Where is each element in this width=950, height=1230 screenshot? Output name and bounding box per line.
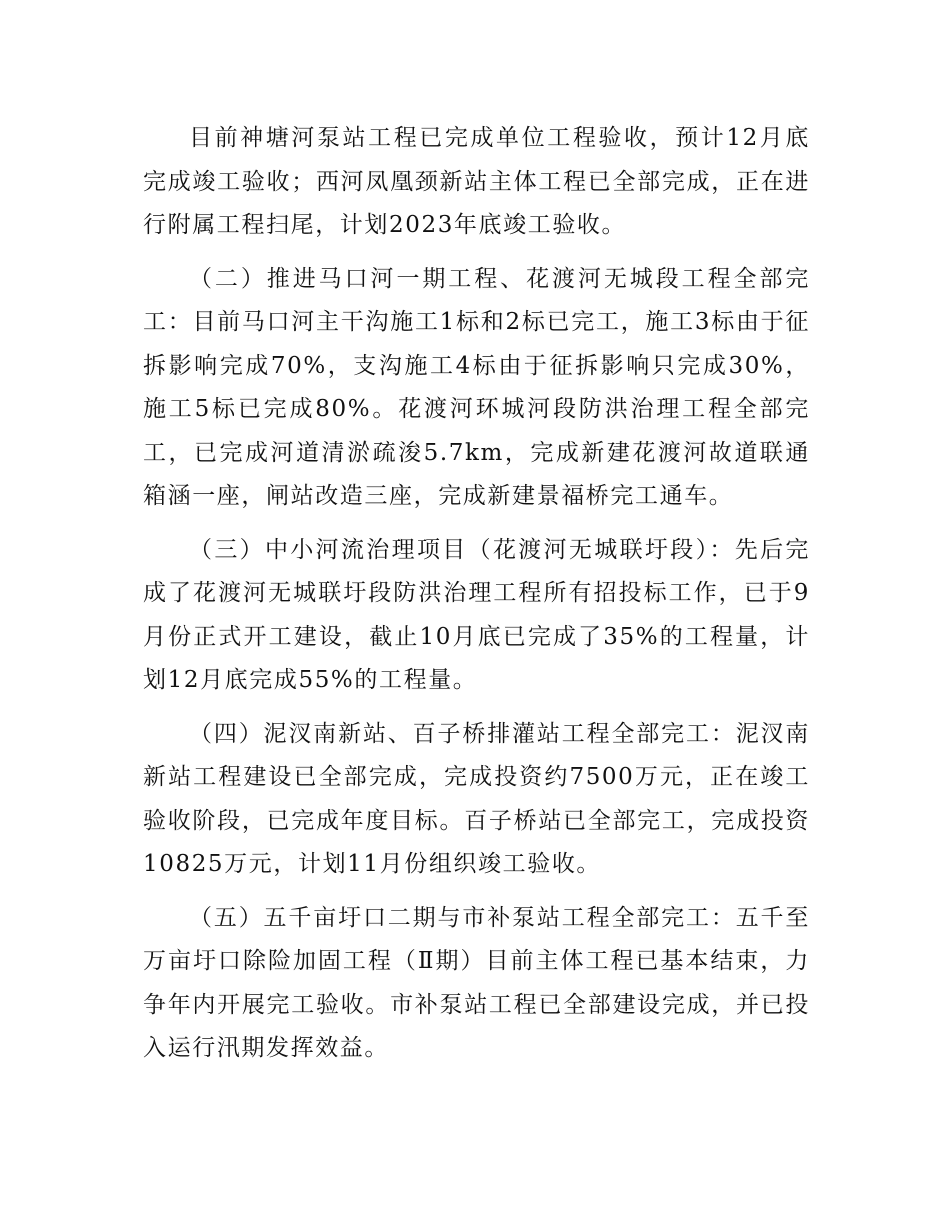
paragraph-section-3-small-rivers: （三）中小河流治理项目（花渡河无城联圩段）：先后完成了花渡河无城联圩段防洪治理工程所有招投标工作，已于9月份正式开工建设，截止10月底已完成了35%的工程量，计划12月底完成55%的工程量。 xyxy=(143,536,810,693)
document-body xyxy=(143,117,810,1081)
paragraph-section-4-nicha-baiziqiao: （四）泥汊南新站、百子桥排灌站工程全部完工：泥汊南新站工程建设已全部完成，完成投资约7500万元，正在竣工验收阶段，已完成年度目标。百子桥站已全部完工，完成投资10825万元，计划11月份组织竣工验收。 xyxy=(143,720,810,877)
paragraph-section-5-wuqianmu-shibu: （五）五千亩圩口二期与市补泵站工程全部完工：五千至万亩圩口除险加固工程（Ⅱ期）目前主体工程已基本结束，力争年内开展完工验收。市补泵站工程已全部建设完成，并已投入运行汛期发挥效益。 xyxy=(143,904,810,1061)
paragraph-shentang-pump-station: 目前神塘河泵站工程已完成单位工程验收，预计12月底完成竣工验收；西河凤凰颈新站主体工程已全部完成，正在进行附属工程扫尾，计划2023年底竣工验收。 xyxy=(143,125,810,238)
paragraph-section-2-makou-huadu: （二）推进马口河一期工程、花渡河无城段工程全部完工：目前马口河主干沟施工1标和2标已完工，施工3标由于征拆影响完成70%，支沟施工4标由于征拆影响只完成30%，施工5标已完成80%。花渡河环城河段防洪治理工程全部完工，已完成河道清淤疏浚5.7km，完成新建花渡河故道联通箱涵一座，闸站改造三座，完成新建景福桥完工通车。 xyxy=(143,265,810,509)
